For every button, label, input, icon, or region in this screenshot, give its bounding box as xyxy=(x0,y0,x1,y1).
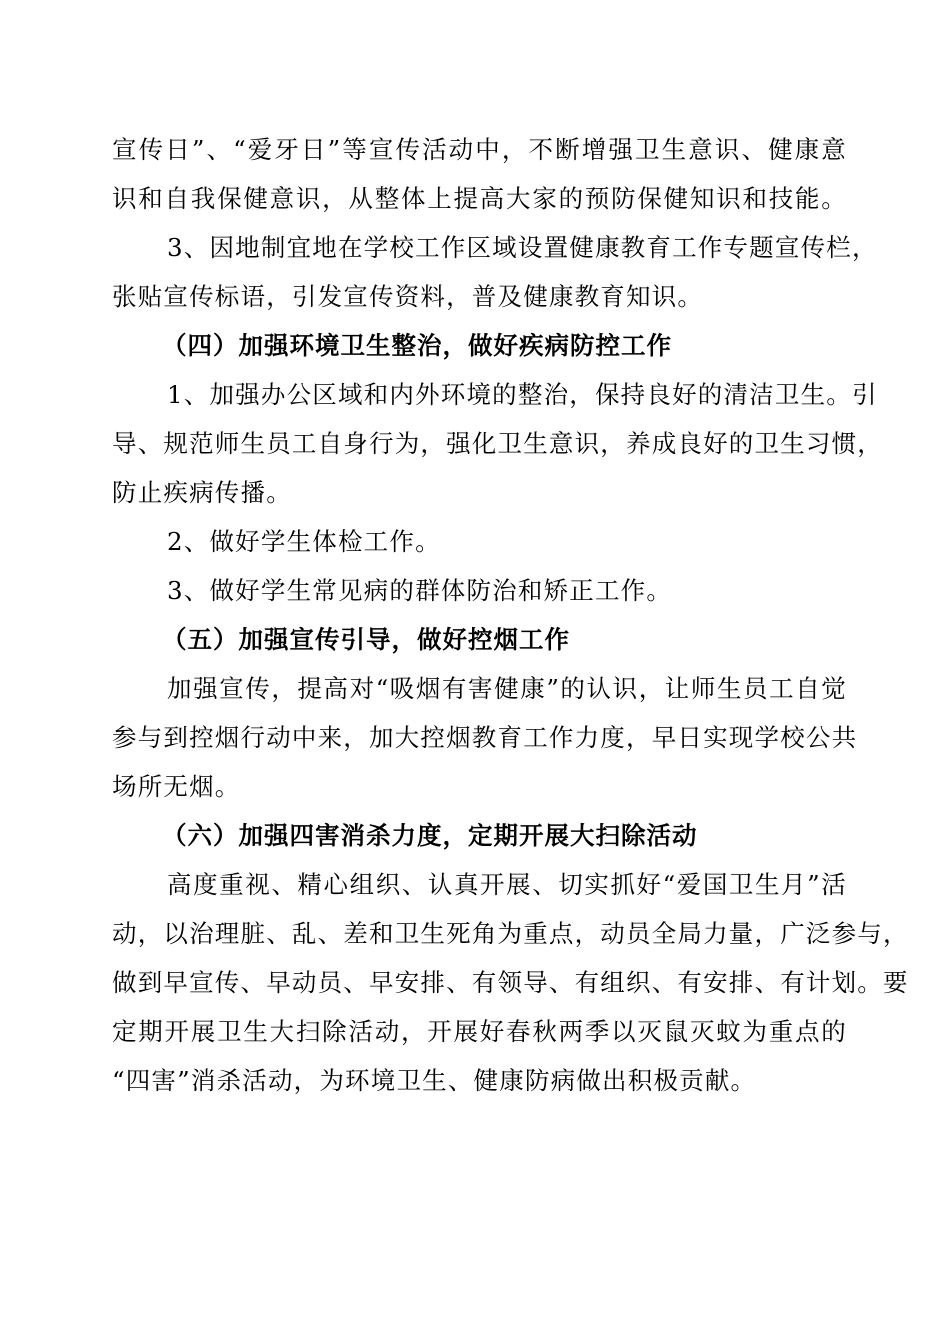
paragraph-line: 场所无烟。 xyxy=(112,772,241,801)
paragraph-line: 做到早宣传、早动员、早安排、有领导、有组织、有安排、有计划。要 xyxy=(112,968,909,997)
paragraph-line: 动，以治理脏、乱、差和卫生死角为重点，动员全局力量，广泛参与， xyxy=(112,919,909,948)
section-heading: （六）加强四害消杀力度，定期开展大扫除活动 xyxy=(162,821,698,850)
document-page xyxy=(112,125,909,1105)
paragraph-line: 1、加强办公区域和内外环境的整治，保持良好的清洁卫生。引 xyxy=(167,380,878,409)
section-heading: （五）加强宣传引导，做好控烟工作 xyxy=(162,625,570,654)
paragraph-line: 参与到控烟行动中来，加大控烟教育工作力度，早日实现学校公共 xyxy=(112,723,858,752)
paragraph-line: 加强宣传，提高对“吸烟有害健康”的认识，让师生员工自觉 xyxy=(167,674,847,703)
paragraph-line: 定期开展卫生大扫除活动，开展好春秋两季以灭鼠灭蚊为重点的 xyxy=(112,1017,847,1046)
paragraph-line: 2、做好学生体检工作。 xyxy=(167,527,441,556)
paragraph-line: “四害”消杀活动，为环境卫生、健康防病做出积极贡献。 xyxy=(112,1066,757,1095)
paragraph-line: 防止疾病传播。 xyxy=(112,478,292,507)
paragraph-line: 张贴宣传标语，引发宣传资料，普及健康教育知识。 xyxy=(112,282,704,311)
paragraph-line: 识和自我保健意识，从整体上提高大家的预防保健知识和技能。 xyxy=(112,184,847,213)
section-heading: （四）加强环境卫生整治，做好疾病防控工作 xyxy=(162,331,672,360)
paragraph-line: 宣传日”、“爱牙日”等宣传活动中，不断增强卫生意识、健康意 xyxy=(112,135,847,164)
paragraph-line: 高度重视、精心组织、认真开展、切实抓好“爱国卫生月”活 xyxy=(167,870,847,899)
paragraph-line: 3、因地制宜地在学校工作区域设置健康教育工作专题宣传栏， xyxy=(167,233,878,262)
paragraph-line: 3、做好学生常见病的群体防治和矫正工作。 xyxy=(167,576,673,605)
paragraph-line: 导、规范师生员工自身行为，强化卫生意识，养成良好的卫生习惯， xyxy=(112,429,883,458)
